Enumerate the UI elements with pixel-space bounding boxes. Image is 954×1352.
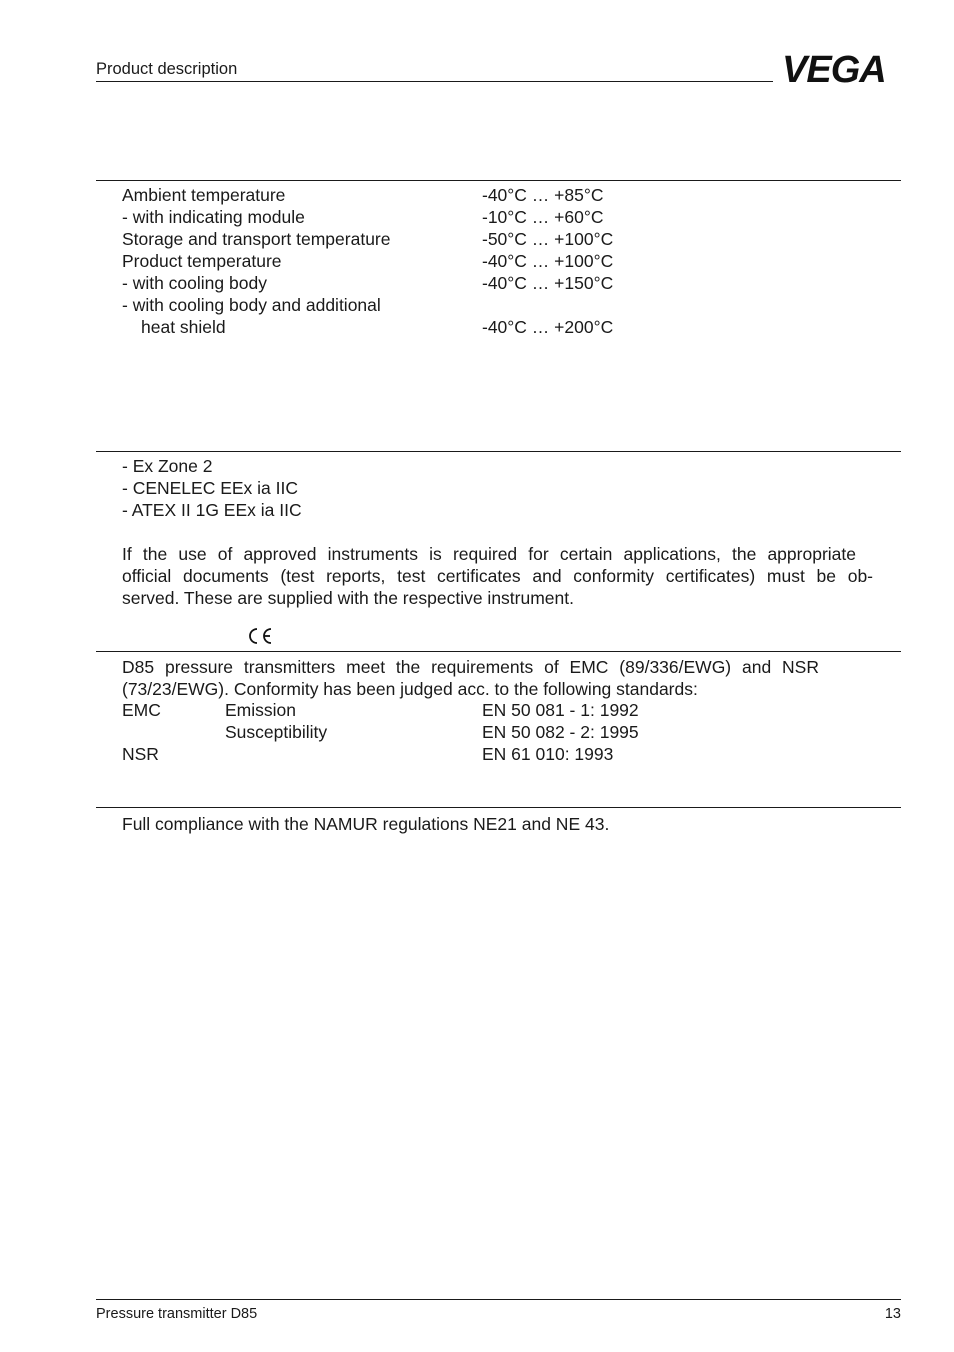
footer-page-number: 13 [884, 1306, 901, 1322]
standard-norm: EN 50 081 - 1: 1992 [482, 700, 639, 720]
approval-item: - CENELEC EEx ia IIC [122, 478, 299, 498]
temp-value: -40°C … +200°C [482, 317, 614, 337]
namur-text: Full compliance with the NAMUR regulations NE21 and NE 43. [122, 814, 610, 834]
temperatures-rule [96, 180, 901, 181]
ce-intro-line: D85 pressure transmitters meet the requirements of EMC (89/336/EWG) and NSR [122, 657, 819, 677]
ce-intro-line: (73/23/EWG). Conformity has been judged acc. to the following standards: [122, 679, 698, 699]
temp-value: -40°C … +150°C [482, 273, 614, 293]
namur-rule [96, 807, 901, 808]
standard-group: NSR [122, 744, 159, 764]
temp-label: Product temperature [122, 251, 282, 271]
temp-label: heat shield [141, 317, 226, 337]
standard-norm: EN 50 082 - 2: 1995 [482, 722, 639, 742]
temp-label: Storage and transport temperature [122, 229, 391, 249]
temp-value: -40°C … +100°C [482, 251, 614, 271]
header-rule [96, 81, 773, 82]
approvals-note-line: If the use of approved instruments is required for certain applications, the appropriate [122, 544, 856, 564]
approvals-note-line: official documents (test reports, test certificates and conformity certificates) must be ob- [122, 566, 873, 586]
standard-item: Emission [225, 700, 296, 720]
approval-item: - Ex Zone 2 [122, 456, 213, 476]
standard-item: Susceptibility [225, 722, 328, 742]
temp-label: Ambient temperature [122, 185, 286, 205]
approval-item: - ATEX II 1G EEx ia IIC [122, 500, 302, 520]
ce-rule [96, 651, 901, 652]
approvals-rule [96, 451, 901, 452]
standard-norm: EN 61 010: 1993 [482, 744, 614, 764]
temp-label: - with indicating module [122, 207, 305, 227]
footer-doc-title: Pressure transmitter D85 [96, 1306, 258, 1322]
temp-value: -40°C … +85°C [482, 185, 604, 205]
standard-group: EMC [122, 700, 161, 720]
temp-label: - with cooling body and additional [122, 295, 381, 315]
ce-mark-icon [246, 626, 274, 646]
vega-logo [782, 52, 902, 84]
svg-text:VEGA: VEGA [782, 52, 886, 84]
temp-value: -50°C … +100°C [482, 229, 614, 249]
header-section-title: Product description [96, 60, 238, 78]
temp-label: - with cooling body [122, 273, 267, 293]
temp-value: -10°C … +60°C [482, 207, 604, 227]
footer-rule [96, 1299, 901, 1300]
approvals-note-line: served. These are supplied with the respective instrument. [122, 588, 574, 608]
